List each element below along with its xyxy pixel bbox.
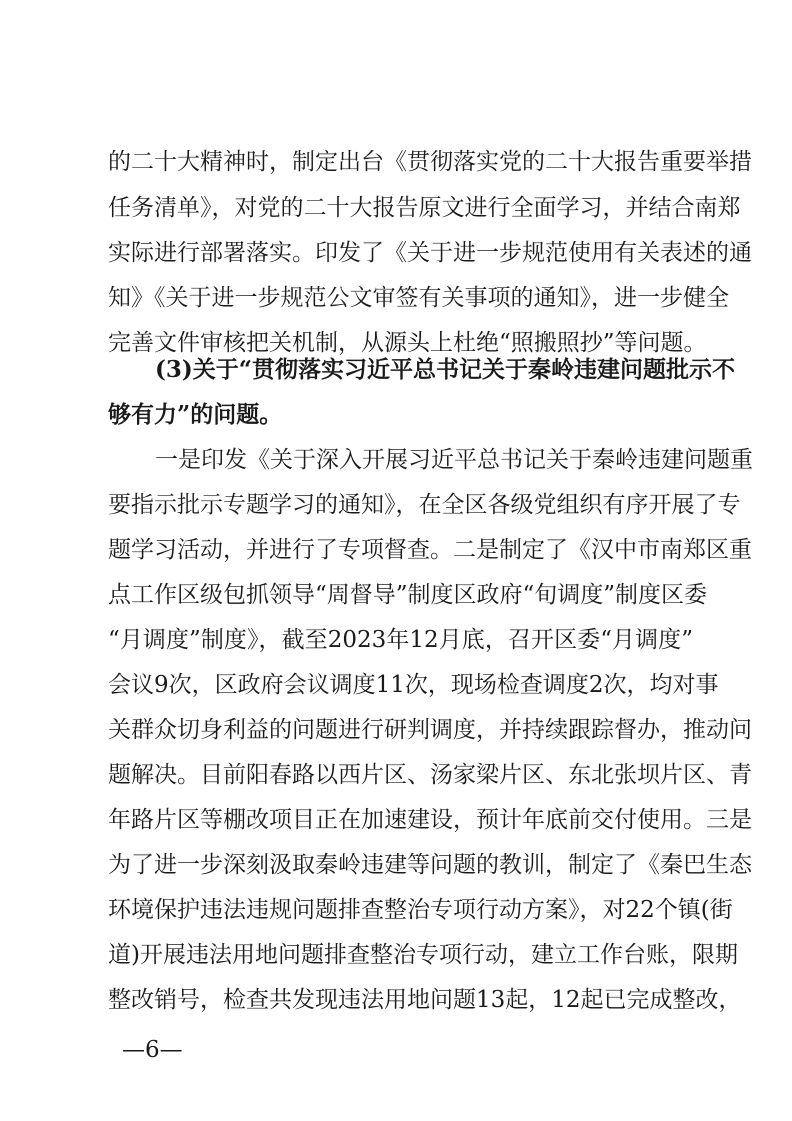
section-heading: (3)关于“贯彻落实习近平总书记关于秦岭违建问题批示不 bbox=[155, 356, 735, 383]
body-text-line: 环境保护违法违规问题排查整治专项行动方案》，对22个镇(街 bbox=[108, 897, 733, 923]
body-text-line: 关群众切身利益的问题进行研判调度，并持续跟踪督办，推动问 bbox=[108, 717, 752, 743]
body-text-line: 实际进行部署落实。印发了《关于进一步规范使用有关表述的通 bbox=[108, 240, 752, 266]
body-text-line: 道)开展违法用地问题排查整治专项行动，建立工作台账，限期 bbox=[108, 942, 738, 968]
body-text-line: 点工作区级包抓领导“周督导”制度区政府“旬调度”制度区委 bbox=[108, 582, 708, 608]
body-text-line: 任务清单》，对党的二十大报告原文进行全面学习，并结合南郑 bbox=[108, 195, 741, 221]
body-text-line: 题学习活动，并进行了专项督查。二是制定了《汉中市南郑区重 bbox=[108, 537, 752, 563]
body-text-line: 完善文件审核把关机制，从源头上杜绝“照搬照抄”等问题。 bbox=[108, 330, 707, 356]
body-text-line: 一是印发《关于深入开展习近平总书记关于秦岭违建问题重 bbox=[155, 447, 753, 473]
body-text-line: “月调度”制度》，截至2023年12月底，召开区委“月调度” bbox=[108, 627, 693, 653]
body-text-line: 会议9次，区政府会议调度11次，现场检查调度2次，均对事 bbox=[108, 672, 719, 698]
section-heading: 够有力”的问题。 bbox=[108, 401, 283, 428]
body-text-line: 要指示批示专题学习的通知》，在全区各级党组织有序开展了专 bbox=[108, 492, 741, 518]
body-text-line: 的二十大精神时，制定出台《贯彻落实党的二十大报告重要举措 bbox=[108, 149, 752, 175]
body-text-line: 为了进一步深刻汲取秦岭违建等问题的教训，制定了《秦巴生态 bbox=[108, 852, 752, 878]
page-number: —6— bbox=[122, 1037, 183, 1063]
body-text-line: 知》《关于进一步规范公文审签有关事项的通知》，进一步健全 bbox=[108, 285, 729, 311]
body-text-line: 年路片区等棚改项目正在加速建设，预计年底前交付使用。三是 bbox=[108, 807, 752, 833]
body-text-line: 题解决。目前阳春路以西片区、汤家梁片区、东北张坝片区、青 bbox=[108, 762, 752, 788]
body-text-line: 整改销号，检查共发现违法用地问题13起，12起已完成整改， bbox=[108, 987, 742, 1013]
